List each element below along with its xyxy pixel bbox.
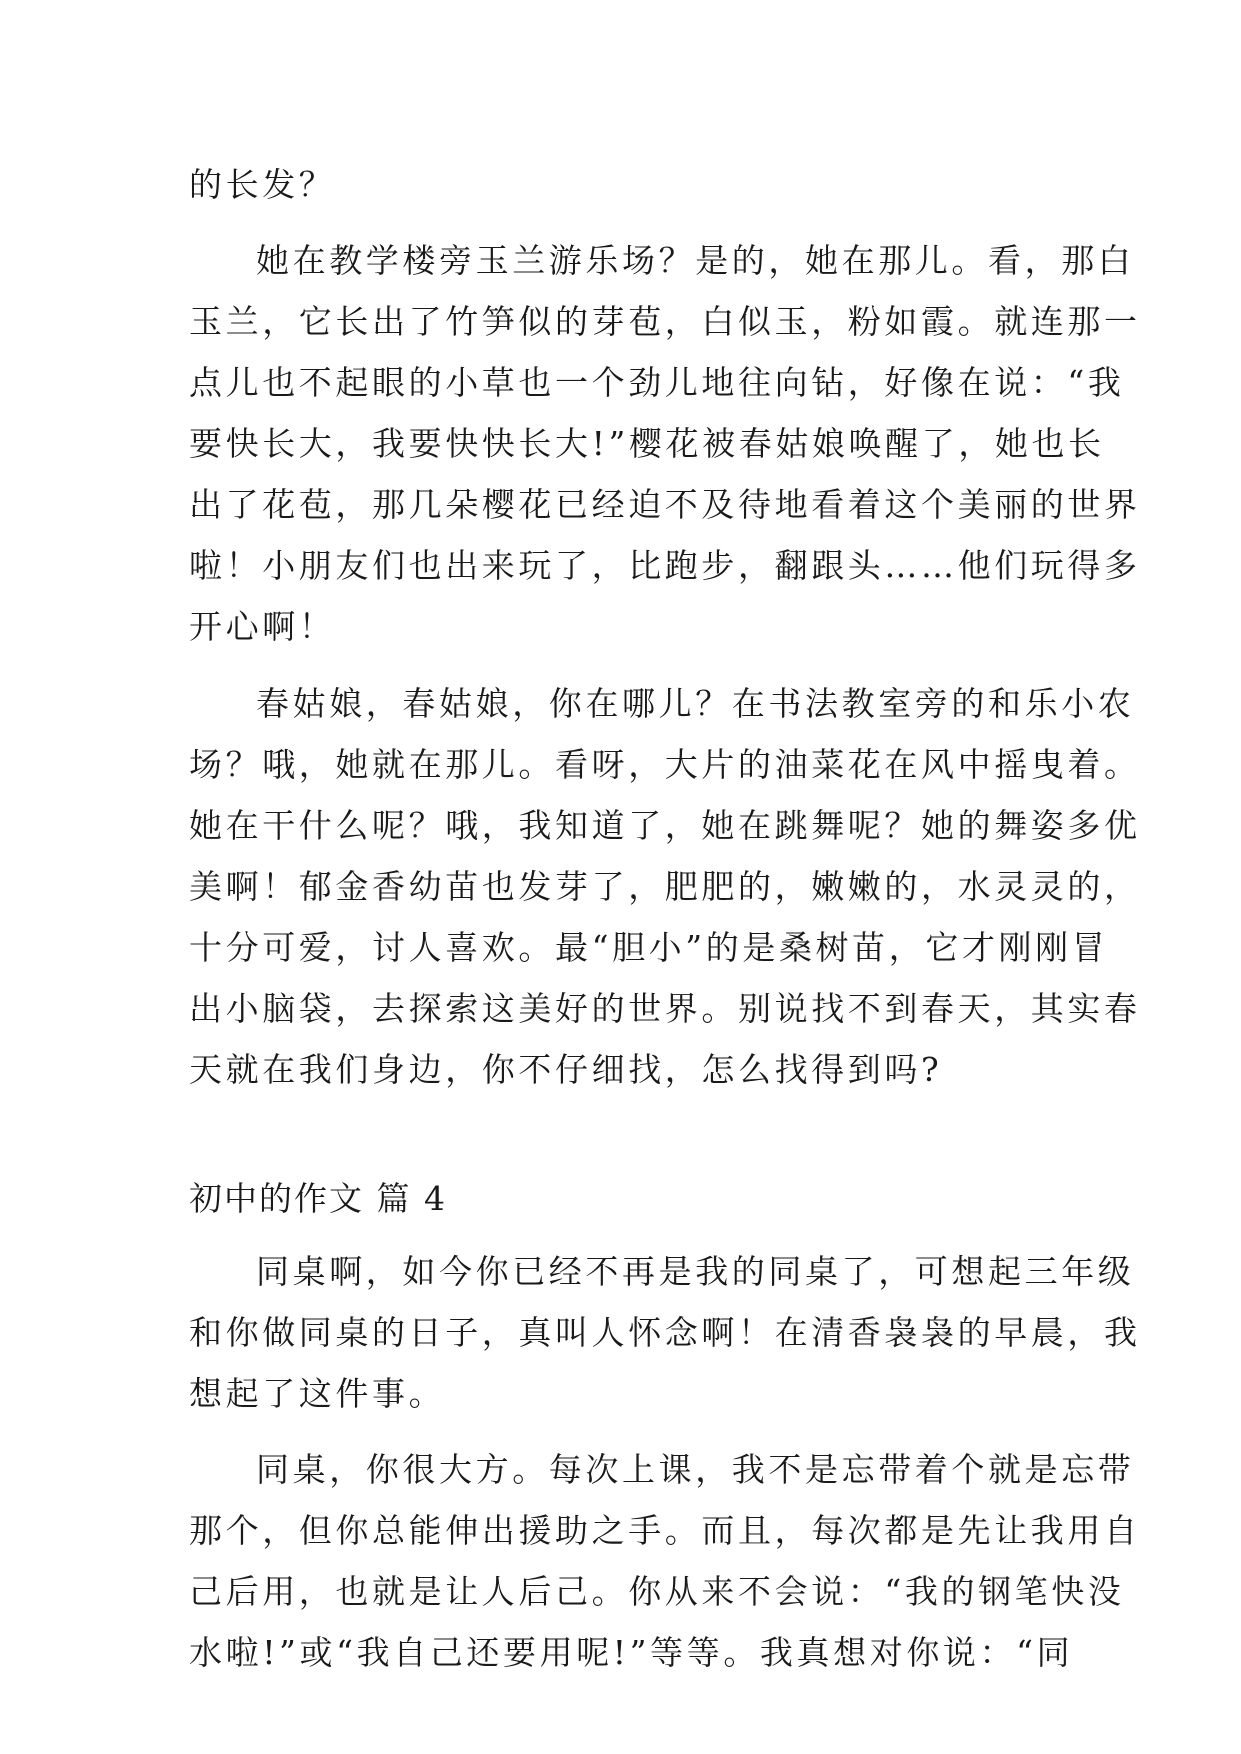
text-line: 点儿也不起眼的小草也一个劲儿地往向钻，好像在说：“我 xyxy=(189,363,1125,402)
text-line: 那个，但你总能伸出援助之手。而且，每次都是先让我用自 xyxy=(189,1511,1141,1550)
text-line: 出小脑袋，去探索这美好的世界。别说找不到春天，其实春 xyxy=(189,989,1141,1028)
text-line: 她在教学楼旁玉兰游乐场？是的，她在那儿。看，那白 xyxy=(256,241,1135,280)
text-line: 天就在我们身边，你不仔细找，怎么找得到吗? xyxy=(189,1050,943,1089)
text-line: 美啊！郁金香幼苗也发芽了，肥肥的，嫩嫩的，水灵灵的， xyxy=(189,867,1141,906)
text-line: 十分可爱，讨人喜欢。最“胆小”的是桑树苗，它才刚刚冒 xyxy=(189,928,1109,967)
text-line: 要快长大，我要快快长大!”樱花被春姑娘唤醒了，她也长 xyxy=(189,424,1105,463)
text-line: 的长发？ xyxy=(189,165,336,204)
text-line: 场？哦，她就在那儿。看呀，大片的油菜花在风中摇曳着。 xyxy=(189,745,1141,784)
text-line: 同桌啊，如今你已经不再是我的同桌了，可想起三年级 xyxy=(256,1252,1135,1291)
section-heading: 初中的作文 篇 4 xyxy=(189,1179,447,1218)
text-line: 开心啊！ xyxy=(189,607,336,646)
text-line: 出了花苞，那几朵樱花已经迫不及待地看着这个美丽的世界 xyxy=(189,485,1141,524)
text-line: 同桌，你很大方。每次上课，我不是忘带着个就是忘带 xyxy=(256,1450,1135,1489)
text-line: 己后用，也就是让人后己。你从来不会说：“我的钢笔快没 xyxy=(189,1572,1125,1611)
text-line: 玉兰，它长出了竹笋似的芽苞，白似玉，粉如霞。就连那一 xyxy=(189,302,1141,341)
text-line: 啦！小朋友们也出来玩了，比跑步，翻跟头……他们玩得多 xyxy=(189,546,1141,585)
text-line: 她在干什么呢？哦，我知道了，她在跳舞呢？她的舞姿多优 xyxy=(189,806,1141,845)
text-line: 想起了这件事。 xyxy=(189,1374,446,1413)
text-line: 和你做同桌的日子，真叫人怀念啊！在清香袅袅的早晨，我 xyxy=(189,1313,1141,1352)
text-line: 水啦!”或“我自己还要用呢!”等等。我真想对你说：“同 xyxy=(189,1633,1074,1672)
text-line: 春姑娘，春姑娘，你在哪儿？在书法教室旁的和乐小农 xyxy=(256,684,1135,723)
